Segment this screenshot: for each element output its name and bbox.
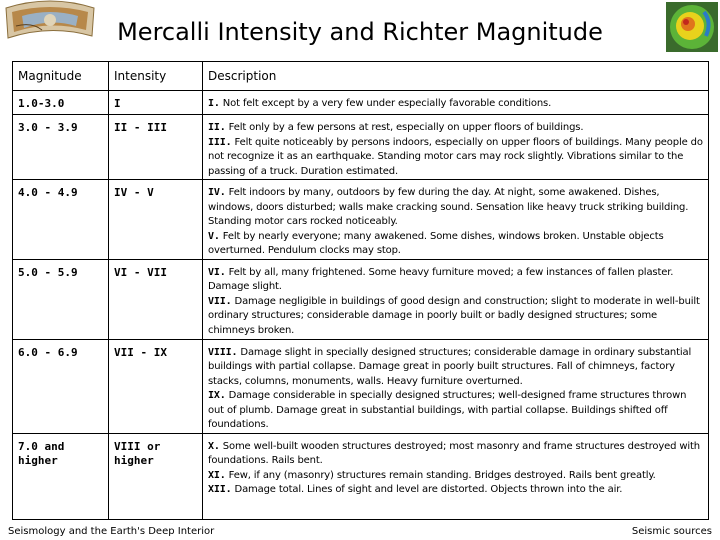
table-row [13, 180, 709, 260]
intensity-text: Some well-built wooden structures destroyed; most masonry and frame structures destroyed with foundations. Rails bent. [208, 440, 700, 466]
description-cell [203, 433, 709, 519]
intensity-text: Felt quite noticeably by persons indoors, especially on upper floors of buildings. Many people do not recognize it as an earthquake. Standing motor cars may rock slightly. Vibrations similar to the passing of a truck. Duration estimated. [208, 136, 703, 177]
intensity-cell: VIII or higher [109, 433, 203, 519]
intensity-cell: VI - VII [109, 259, 203, 339]
intensity-text: Felt indoors by many, outdoors by few during the day. At night, some awakened. Dishes, windows, doors disturbed; walls make cracking sound. Sensation like heavy truck striking building. Standing motor cars rocked noticeably. [208, 187, 689, 227]
intensity-text: Damage considerable in specially designed structures; well-designed frame structures thrown out of plumb. Damage great in substantial buildings, with partial collapse. Buildings shifted off foundations. [208, 390, 687, 430]
intensity-level: V. [208, 230, 220, 242]
intensity-cell: IV - V [109, 180, 203, 260]
mercalli-richter-table [12, 61, 709, 520]
intensity-cell: VII - IX [109, 339, 203, 433]
intensity-text: Felt by nearly everyone; many awakened. Some dishes, windows broken. Unstable objects overturned. Pendulum clocks may stop. [208, 230, 664, 256]
intensity-level: XII. [208, 484, 232, 495]
intensity-text: Not felt except by a very few under especially favorable conditions. [222, 98, 552, 109]
intensity-level: X. [208, 440, 220, 452]
table-row [13, 433, 709, 519]
intensity-text: Felt by all, many frightened. Some heavy furniture moved; a few instances of fallen plaster. Damage slight. [208, 266, 674, 292]
intensity-text: Damage total. Lines of sight and level are distorted. Objects thrown into the air. [234, 484, 623, 495]
description-cell [203, 259, 709, 339]
page-title: Mercalli Intensity and Richter Magnitude [117, 18, 603, 46]
intensity-text: Damage negligible in buildings of good design and construction; slight to moderate in well-built ordinary structures; considerable damage in poorly built or badly designed structures; some chimneys broken. [208, 295, 700, 336]
description-cell [203, 91, 709, 115]
intensity-level: XI. [208, 469, 226, 481]
description-cell [203, 115, 709, 180]
magnitude-cell: 4.0 - 4.9 [13, 180, 109, 260]
table-row [13, 91, 709, 115]
intensity-level: VIII. [208, 346, 238, 358]
intensity-level: IV. [208, 187, 226, 198]
intensity-level: II. [208, 122, 226, 133]
table-header-row [13, 62, 709, 91]
footer-section-title: Seismic sources [631, 526, 712, 537]
intensity-cell: I [109, 91, 203, 115]
intensity-level: VII. [208, 295, 232, 307]
table-row [13, 339, 709, 433]
intensity-text: Few, if any (masonry) structures remain standing. Bridges destroyed. Rails bent greatly. [228, 469, 656, 481]
footer-course-title: Seismology and the Earth's Deep Interior [8, 526, 215, 537]
table-row [13, 115, 709, 180]
intensity-cell: II - III [109, 115, 203, 180]
header-description: Description [203, 62, 709, 91]
intensity-level: VI. [208, 266, 226, 278]
table-row [13, 259, 709, 339]
intensity-level: I. [208, 98, 220, 109]
description-cell [203, 180, 709, 260]
magnitude-cell: 6.0 - 6.9 [13, 339, 109, 433]
magnitude-cell: 1.0-3.0 [13, 91, 109, 115]
header-magnitude: Magnitude [13, 62, 109, 91]
magnitude-cell: 7.0 and higher [13, 433, 109, 519]
magnitude-cell: 5.0 - 5.9 [13, 259, 109, 339]
intensity-text: Damage slight in specially designed structures; considerable damage in ordinary substantial buildings with partial collapse. Damage great in poorly built structures. Fall of chimneys, factory stacks, columns, monuments, walls. Heavy furniture overturned. [208, 346, 692, 387]
intensity-level: IX. [208, 390, 226, 401]
header-intensity: Intensity [109, 62, 203, 91]
description-cell [203, 339, 709, 433]
intensity-text: Felt only by a few persons at rest, especially on upper floors of buildings. [228, 122, 584, 133]
magnitude-cell: 3.0 - 3.9 [13, 115, 109, 180]
intensity-level: III. [208, 136, 232, 148]
